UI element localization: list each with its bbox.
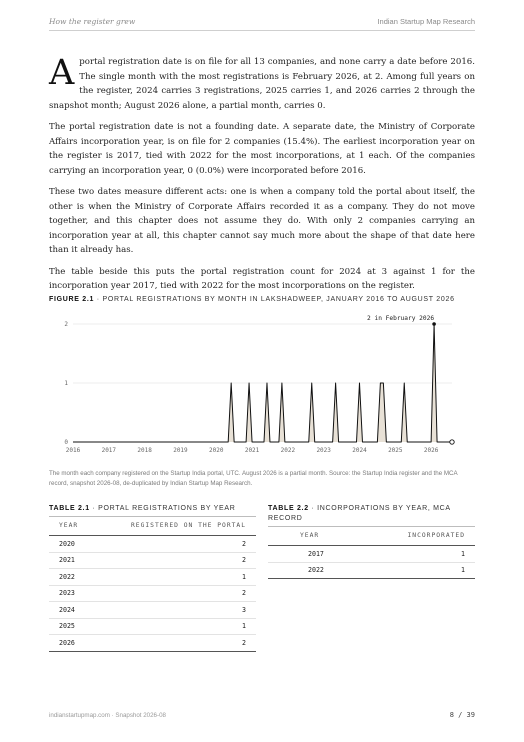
column-header-year: YEAR	[49, 517, 96, 536]
year-cell: 2021	[49, 552, 96, 569]
table-2-1-label: TABLE 2.1	[49, 505, 90, 512]
table-row	[49, 635, 256, 652]
year-cell: 2022	[268, 562, 363, 579]
year-cell: 2024	[49, 602, 96, 619]
chapter-title: How the register grew	[49, 17, 136, 26]
year-cell: 2022	[49, 569, 96, 586]
paragraph-1-text: portal registration date is on file for all 13 companies, and none carry a date before 2016. The single month with the most registrations is February 2026, at 2. Among full years on the register, 2024 carries 3 registrations, 2025 carries 1, and 2026 carries 2 through the snapshot month; August 2026 alone, a partial month, carries 0.	[49, 57, 475, 111]
x-tick-label: 2022	[280, 447, 296, 454]
y-tick-label: 1	[64, 380, 68, 387]
count-cell: 1	[96, 569, 256, 586]
x-tick-label: 2026	[423, 447, 439, 454]
count-cell: 2	[96, 585, 256, 602]
table-2-2-title	[268, 504, 468, 524]
table-2-2-title-text: · INCORPORATIONS BY YEAR, MCA RECORD	[268, 505, 451, 522]
paragraph-3: These two dates measure different acts: one is when a company told the portal about itself, the other is when the Ministry of Corporate Affairs recorded it as a company. They do not move together, and this chapter does not assume they do. With only 2 companies carrying an incorporation year at all, this chapter cannot say much more about the shape of that date here than it already has.	[49, 187, 475, 255]
table-row	[49, 552, 256, 569]
figure-title-text: · PORTAL REGISTRATIONS BY MONTH IN LAKSHADWEEP, JANUARY 2016 TO AUGUST 2026	[96, 296, 455, 303]
table-row	[268, 546, 475, 563]
header-rule	[49, 30, 475, 31]
x-tick-label: 2021	[244, 447, 260, 454]
figure-caption: The month each company registered on the Startup India portal, UTC. August 2026 is a partial month. Source: the Startup India register and the MCA record, snapshot 2026-08, de-duplicated by Indian Startup Map Research.	[49, 470, 458, 487]
x-tick-label: 2017	[101, 447, 117, 454]
x-tick-label: 2025	[388, 447, 403, 454]
registrations-by-year-table	[49, 516, 256, 652]
table-2-2-label: TABLE 2.2	[268, 505, 309, 512]
table-row	[49, 536, 256, 553]
column-header-year: YEAR	[268, 527, 363, 546]
count-cell: 3	[96, 602, 256, 619]
table-row	[49, 569, 256, 586]
peak-annotation: 2 in February 2026	[367, 315, 435, 322]
peak-marker	[432, 322, 436, 326]
table-row	[49, 602, 256, 619]
year-cell: 2025	[49, 618, 96, 635]
paragraph-1	[49, 55, 475, 113]
count-cell: 1	[363, 546, 475, 563]
y-tick-label: 0	[64, 439, 68, 446]
year-cell: 2023	[49, 585, 96, 602]
table-2-1-title	[49, 504, 259, 514]
x-tick-label: 2024	[352, 447, 367, 454]
x-tick-label: 2018	[137, 447, 152, 454]
table-row	[49, 618, 256, 635]
drop-cap: A	[49, 53, 75, 93]
y-tick-label: 2	[64, 321, 68, 328]
count-cell: 2	[96, 536, 256, 553]
x-tick-label: 2023	[316, 447, 331, 454]
publication-name: Indian Startup Map Research	[377, 17, 475, 26]
year-cell: 2026	[49, 635, 96, 652]
table-row	[49, 585, 256, 602]
x-tick-label: 2019	[173, 447, 188, 454]
paragraph-4: The table beside this puts the portal registration count for 2024 at 3 against 1 for the incorporation year 2017, tied with 2022 for the most incorporations on the register.	[49, 266, 475, 291]
figure-label: FIGURE 2.1	[49, 296, 95, 303]
figure-title	[49, 296, 455, 303]
year-cell: 2017	[268, 546, 363, 563]
count-cell: 2	[96, 552, 256, 569]
x-tick-label: 2020	[209, 447, 224, 454]
registrations-chart	[49, 310, 475, 460]
table-header-row	[268, 527, 475, 546]
table-2-1-title-text: · PORTAL REGISTRATIONS BY YEAR	[92, 505, 236, 512]
paragraph-2: The portal registration date is not a founding date. A separate date, the Ministry of Corporate Affairs incorporation year, is on file for 2 companies (15.4%). The earliest incorporation year on the register is 2017, tied with 2022 for the most incorporations, at 1 each. Of the companies carrying an incorporation year, 0 (0.0%) were incorporated before 2016.	[49, 122, 475, 176]
column-header-registered: REGISTERED ON THE PORTAL	[96, 517, 256, 536]
x-tick-label: 2016	[65, 447, 81, 454]
page-number: 8 / 39	[449, 711, 475, 719]
table-row	[268, 562, 475, 579]
column-header-incorporated: INCORPORATED	[363, 527, 475, 546]
body-text	[49, 55, 475, 301]
footer-site: indianstartupmap.com · Snapshot 2026-08	[49, 712, 166, 719]
count-cell: 2	[96, 635, 256, 652]
table-header-row	[49, 517, 256, 536]
end-marker	[450, 440, 454, 444]
count-cell: 1	[363, 562, 475, 579]
incorporations-by-year-table	[268, 526, 475, 579]
year-cell: 2020	[49, 536, 96, 553]
count-cell: 1	[96, 618, 256, 635]
